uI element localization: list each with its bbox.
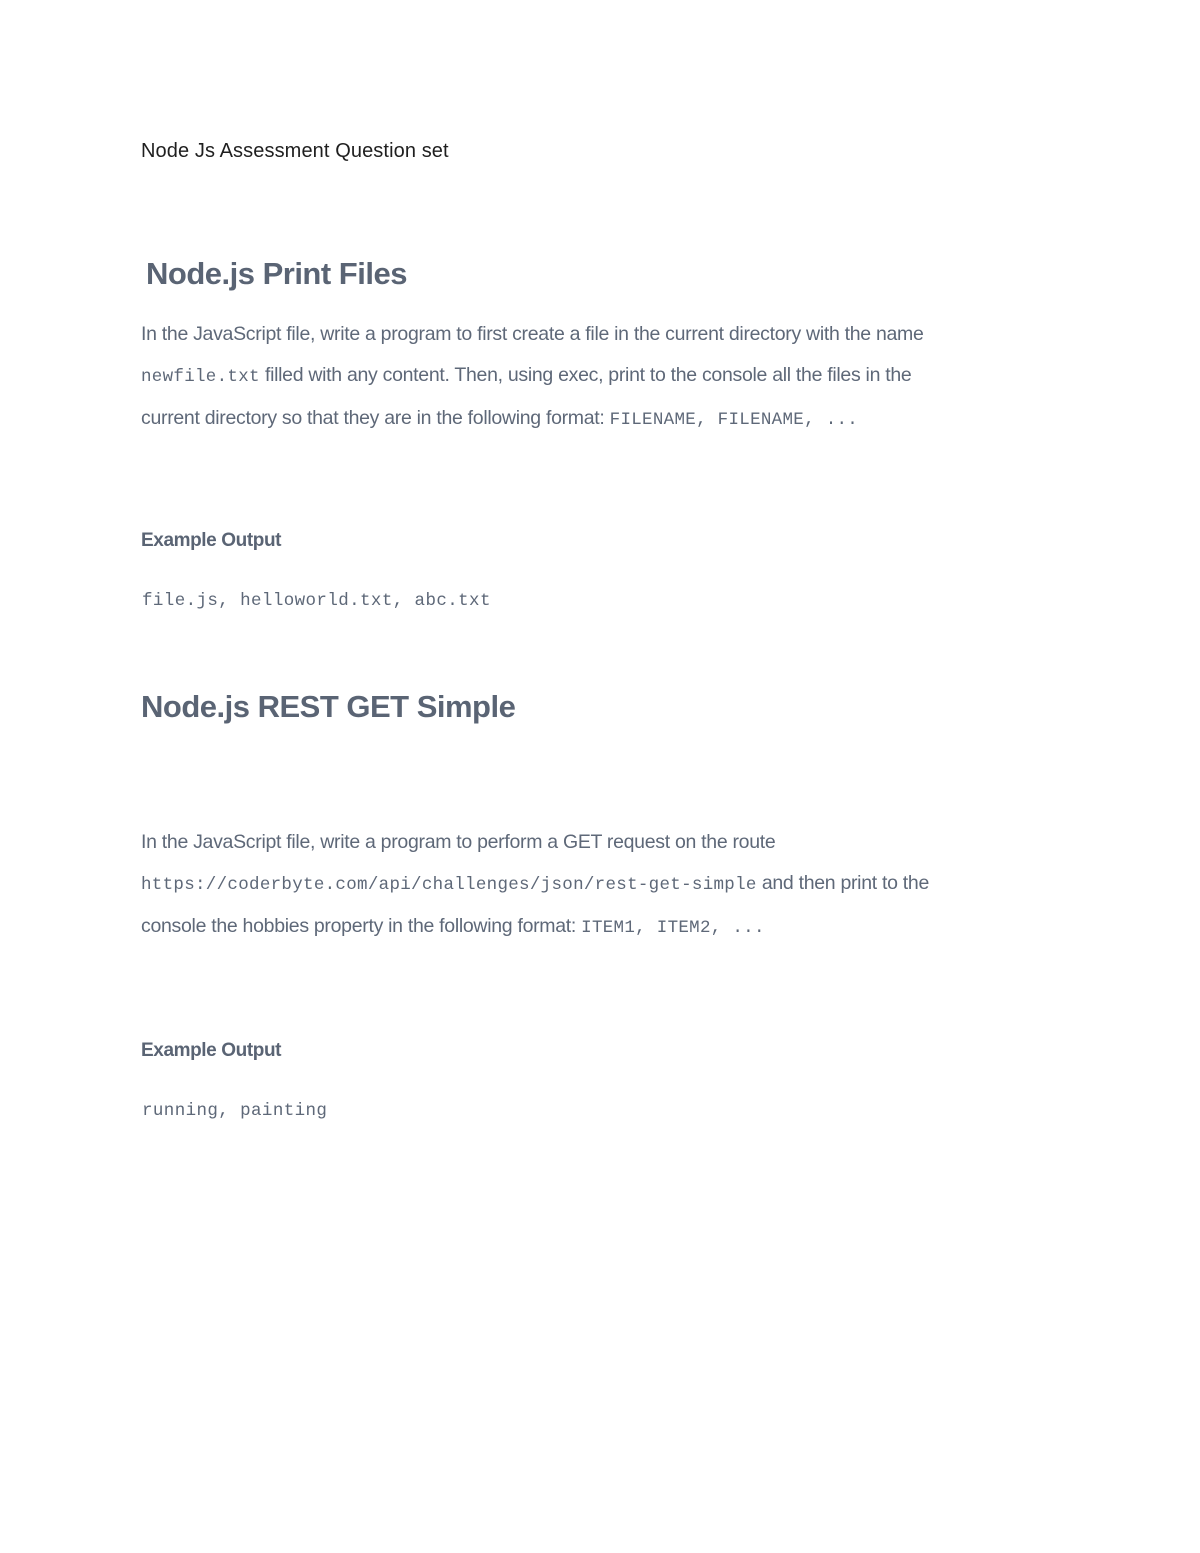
inline-code: newfile.txt <box>141 367 260 387</box>
section-paragraph-print-files <box>141 314 1061 441</box>
example-output-code: file.js, helloworld.txt, abc.txt <box>142 591 491 611</box>
section-paragraph-rest-get <box>141 822 1061 949</box>
inline-code: ITEM1, ITEM2, ... <box>581 918 765 938</box>
paragraph-text: filled with any content. Then, using exec, print to the console all the files in the <box>259 364 912 386</box>
paragraph-text: In the JavaScript file, write a program to first create a file in the current directory with the name <box>141 323 924 345</box>
paragraph-text: console the hobbies property in the following format: <box>141 915 582 937</box>
section-heading-print-files: Node.js Print Files <box>146 256 407 291</box>
paragraph-line <box>141 398 1061 441</box>
paragraph-line <box>141 822 1061 863</box>
paragraph-text: and then print to the <box>756 872 929 894</box>
inline-code-url: https://coderbyte.com/api/challenges/json/rest-get-simple <box>141 875 757 895</box>
paragraph-text: In the JavaScript file, write a program to perform a GET request on the route <box>141 831 776 853</box>
example-output-code: running, painting <box>142 1101 328 1121</box>
section-heading-rest-get: Node.js REST GET Simple <box>141 689 516 724</box>
inline-code: FILENAME, FILENAME, ... <box>609 410 859 430</box>
paragraph-line <box>141 906 1061 949</box>
paragraph-text: current directory so that they are in the following format: <box>141 407 610 429</box>
example-output-label: Example Output <box>141 530 282 551</box>
paragraph-line <box>141 314 1061 355</box>
example-output-label: Example Output <box>141 1040 282 1061</box>
document-title: Node Js Assessment Question set <box>141 140 449 162</box>
paragraph-line <box>141 355 1061 398</box>
paragraph-line <box>141 863 1061 906</box>
